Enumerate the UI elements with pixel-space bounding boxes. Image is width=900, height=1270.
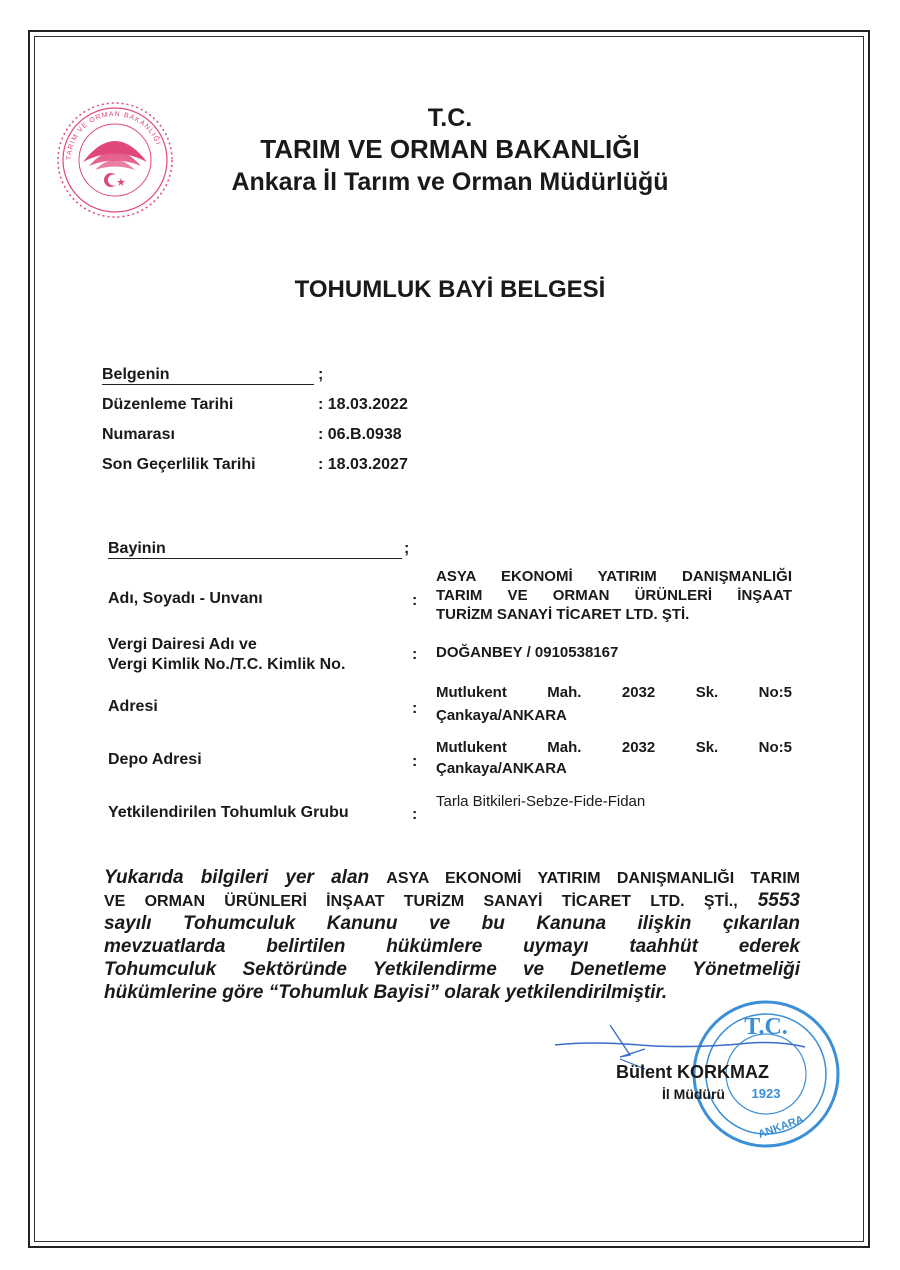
signatory-role: İl Müdürü — [662, 1086, 725, 1102]
dealer-name-label: Adı, Soyadı - Unvanı — [108, 590, 263, 607]
depot-line-2: Çankaya/ANKARA — [436, 760, 567, 777]
stamp-year: 1923 — [751, 1086, 781, 1101]
address-word: Mah. — [547, 684, 582, 701]
address-label: Adresi — [108, 698, 158, 715]
issue-date-label: Düzenleme Tarihi — [102, 396, 234, 413]
header-ministry: TARIM VE ORMAN BAKANLIĞI — [260, 134, 640, 164]
depot-colon: : — [412, 753, 418, 770]
number-value: : 06.B.0938 — [318, 426, 402, 443]
statement-line-4: mevzuatlarda belirtilen hükümlere uymayı taahhüt ederek — [104, 936, 800, 957]
expiry-date-value: : 18.03.2027 — [318, 456, 408, 473]
document-heading-sep: ; — [318, 366, 324, 383]
address-colon: : — [412, 700, 418, 717]
statement-line-6: hükümlerine göre “Tohumluk Bayisi” olarak yetkilendirilmiştir. — [104, 982, 668, 1003]
signatory-name: Bülent KORKMAZ — [616, 1062, 769, 1082]
address-word: Mutlukent — [436, 684, 507, 701]
number-label: Numarası — [102, 426, 175, 443]
seed-group-colon: : — [412, 806, 418, 823]
header-directorate: Ankara İl Tarım ve Orman Müdürlüğü — [231, 168, 669, 196]
seed-group-value: Tarla Bitkileri-Sebze-Fide-Fidan — [436, 793, 646, 810]
address-word: Sk. — [695, 684, 719, 701]
document-section-heading — [102, 366, 314, 385]
statement-company-part1: ASYA EKONOMİ YATIRIM DANIŞMANLIĞI TARIM — [386, 870, 800, 887]
dealer-name-line-2: TARIM VE ORMAN ÜRÜNLERİ İNŞAAT — [436, 587, 792, 604]
depot-word: Mutlukent — [436, 739, 507, 756]
depot-word: Mah. — [547, 739, 582, 756]
tax-colon: : — [412, 646, 418, 663]
dealer-name-line-1: ASYA EKONOMİ YATIRIM DANIŞMANLIĞI — [436, 568, 792, 585]
expiry-date-label: Son Geçerlilik Tarihi — [102, 456, 256, 473]
statement-line-1 — [104, 866, 800, 891]
stamp-city: ANKARA — [756, 1113, 806, 1141]
logo-ring-text: TARIM VE ORMAN BAKANLIĞI — [65, 110, 162, 161]
tax-label-line-2: Vergi Kimlik No./T.C. Kimlik No. — [108, 656, 346, 673]
statement-law-number: 5553 — [737, 890, 801, 911]
document-heading-text: Belgenin — [102, 366, 170, 383]
seed-group-label: Yetkilendirilen Tohumluk Grubu — [108, 804, 349, 821]
statement-company-part2: VE ORMAN ÜRÜNLERİ İNŞAAT TURİZM SANAYİ TİCARET LTD. ŞTİ., — [104, 893, 738, 910]
statement-line-2 — [104, 889, 800, 914]
dealer-name-colon: : — [412, 592, 418, 609]
statement-line-3: sayılı Tohumculuk Kanunu ve bu Kanuna ilişkin çıkarılan — [104, 913, 800, 934]
tax-value: DOĞANBEY / 0910538167 — [436, 644, 619, 661]
address-line-1 — [436, 684, 792, 701]
dealer-section-heading — [108, 540, 402, 559]
issue-date-value: : 18.03.2022 — [318, 396, 408, 413]
dealer-heading-text: Bayinin — [108, 540, 166, 557]
depot-word: 2032 — [621, 739, 656, 756]
address-word: 2032 — [621, 684, 656, 701]
statement-line-5: Tohumculuk Sektöründe Yetkilendirme ve Denetleme Yönetmeliği — [104, 959, 800, 980]
document-title: TOHUMLUK BAYİ BELGESİ — [294, 276, 606, 303]
depot-address-label: Depo Adresi — [108, 751, 202, 768]
dealer-heading-sep: ; — [404, 540, 410, 557]
statement-intro: Yukarıda bilgileri yer alan — [104, 867, 387, 888]
depot-word: No:5 — [758, 739, 792, 756]
address-word: No:5 — [758, 684, 792, 701]
address-line-2: Çankaya/ANKARA — [436, 707, 567, 724]
depot-line-1 — [436, 739, 792, 756]
stamp-center-text: T.C. — [744, 1014, 788, 1040]
dealer-name-line-3: TURİZM SANAYİ TİCARET LTD. ŞTİ. — [436, 606, 690, 623]
tax-label-line-1: Vergi Dairesi Adı ve — [108, 636, 257, 653]
depot-word: Sk. — [695, 739, 719, 756]
header-tc: T.C. — [427, 104, 473, 132]
